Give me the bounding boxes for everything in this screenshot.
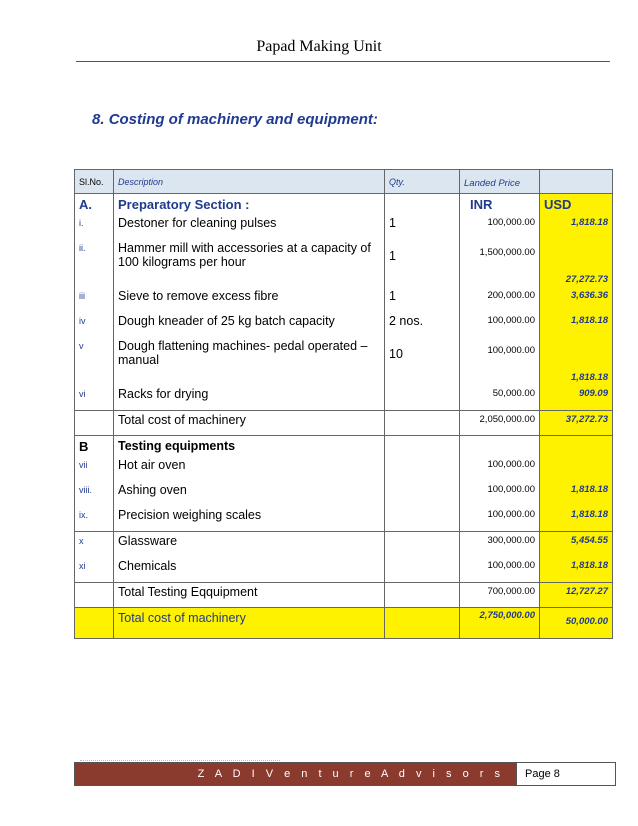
row-qty: 2 nos. [385,312,460,337]
header-rule [76,61,610,62]
row-qty: 1 [385,239,460,287]
section-a-label: A. [75,194,114,215]
page-header: Papad Making Unit [256,38,382,55]
row-inr: 100,000.00 [460,456,540,481]
table-row [75,312,613,337]
total-b-usd: 12,727.27 [540,583,613,608]
row-inr: 1,500,000.00 [460,239,540,287]
row-qty: 1 [385,214,460,239]
total-b-row [75,583,613,608]
row-usd: 5,454.55 [540,532,613,558]
row-sl: x [75,532,114,558]
total-a-qty-blank [385,411,460,436]
section-b-title: Testing equipments [114,436,385,457]
row-sl: viii. [75,481,114,506]
section-title [92,111,378,128]
row-description: Dough flattening machines- pedal operated – manual [114,337,385,385]
table-row [75,287,613,312]
section-b-row [75,436,613,457]
grand-total-qty-blank [385,608,460,639]
grand-total-inr: 2,750,000.00 [460,608,540,639]
section-number: 8. [92,111,105,128]
page-number: Page 8 [516,763,615,785]
row-qty-blank [385,506,460,532]
header-slno: Sl.No. [75,170,114,194]
total-a-inr: 2,050,000.00 [460,411,540,436]
section-a-row [75,194,613,215]
row-qty-blank [385,456,460,481]
row-qty-blank [385,532,460,558]
row-sl: iv [75,312,114,337]
total-b-qty-blank [385,583,460,608]
section-b-inr-blank [460,436,540,457]
header-description: Description [114,170,385,194]
row-usd: 909.09 [540,385,613,411]
section-a-title: Preparatory Section : [114,194,385,215]
section-heading: Costing of machinery and equipment: [108,111,378,128]
section-b-qty-blank [385,436,460,457]
row-usd: 1,818.18 [540,506,613,532]
usd-label: USD [540,194,613,215]
table-row [75,532,613,558]
row-sl: ii. [75,239,114,287]
row-sl: ix. [75,506,114,532]
row-qty: 10 [385,337,460,385]
row-usd [540,456,613,481]
inr-label: INR [460,194,540,215]
row-description: Ashing oven [114,481,385,506]
row-inr: 300,000.00 [460,532,540,558]
grand-total-usd: 50,000.00 [540,608,613,639]
row-usd: 1,818.18 [540,312,613,337]
table-row [75,557,613,583]
table-row [75,506,613,532]
table-row [75,214,613,239]
row-description: Sieve to remove excess fibre [114,287,385,312]
row-inr: 100,000.00 [460,506,540,532]
row-sl: vi [75,385,114,411]
row-description: Glassware [114,532,385,558]
total-b-sl-blank [75,583,114,608]
row-sl: i. [75,214,114,239]
row-qty-blank [385,481,460,506]
row-usd: 27,272.73 [540,239,613,287]
row-description: Hammer mill with accessories at a capacity of 100 kilograms per hour [114,239,385,287]
total-a-label: Total cost of machinery [114,411,385,436]
table-header-row [75,170,613,194]
row-sl: v [75,337,114,385]
row-qty: 1 [385,287,460,312]
row-sl: iii [75,287,114,312]
row-inr: 200,000.00 [460,287,540,312]
row-inr: 100,000.00 [460,312,540,337]
row-inr: 100,000.00 [460,214,540,239]
header-landed-price: Landed Price [460,170,540,194]
table-row [75,385,613,411]
section-a-qty-blank [385,194,460,215]
table-row [75,481,613,506]
row-sl: vii [75,456,114,481]
row-description: Destoner for cleaning pulses [114,214,385,239]
total-a-usd: 37,272.73 [540,411,613,436]
grand-total-label: Total cost of machinery [114,608,385,639]
row-inr: 100,000.00 [460,481,540,506]
row-description: Racks for drying [114,385,385,411]
row-description: Precision weighing scales [114,506,385,532]
row-qty [385,385,460,411]
total-a-sl-blank [75,411,114,436]
row-qty-blank [385,557,460,583]
row-sl: xi [75,557,114,583]
table-row [75,239,613,287]
footer-brand: Z A D I V e n t u r e A d v i s o r s [75,763,516,785]
row-description: Hot air oven [114,456,385,481]
table-row [75,456,613,481]
row-description: Chemicals [114,557,385,583]
total-b-inr: 700,000.00 [460,583,540,608]
header-qty: Qty. [385,170,460,194]
section-b-label: B [75,436,114,457]
row-inr: 100,000.00 [460,557,540,583]
row-inr: 50,000.00 [460,385,540,411]
row-usd: 1,818.18 [540,214,613,239]
grand-total-row [75,608,613,639]
row-usd: 1,818.18 [540,557,613,583]
header-usd-blank [540,170,613,194]
grand-total-sl-blank [75,608,114,639]
row-usd: 1,818.18 [540,337,613,385]
costing-table [74,169,613,639]
total-a-row [75,411,613,436]
section-b-usd-blank [540,436,613,457]
table-row [75,337,613,385]
row-inr: 100,000.00 [460,337,540,385]
row-usd: 3,636.36 [540,287,613,312]
row-usd: 1,818.18 [540,481,613,506]
total-b-label: Total Testing Eqquipment [114,583,385,608]
row-description: Dough kneader of 25 kg batch capacity [114,312,385,337]
page-footer [74,762,616,786]
